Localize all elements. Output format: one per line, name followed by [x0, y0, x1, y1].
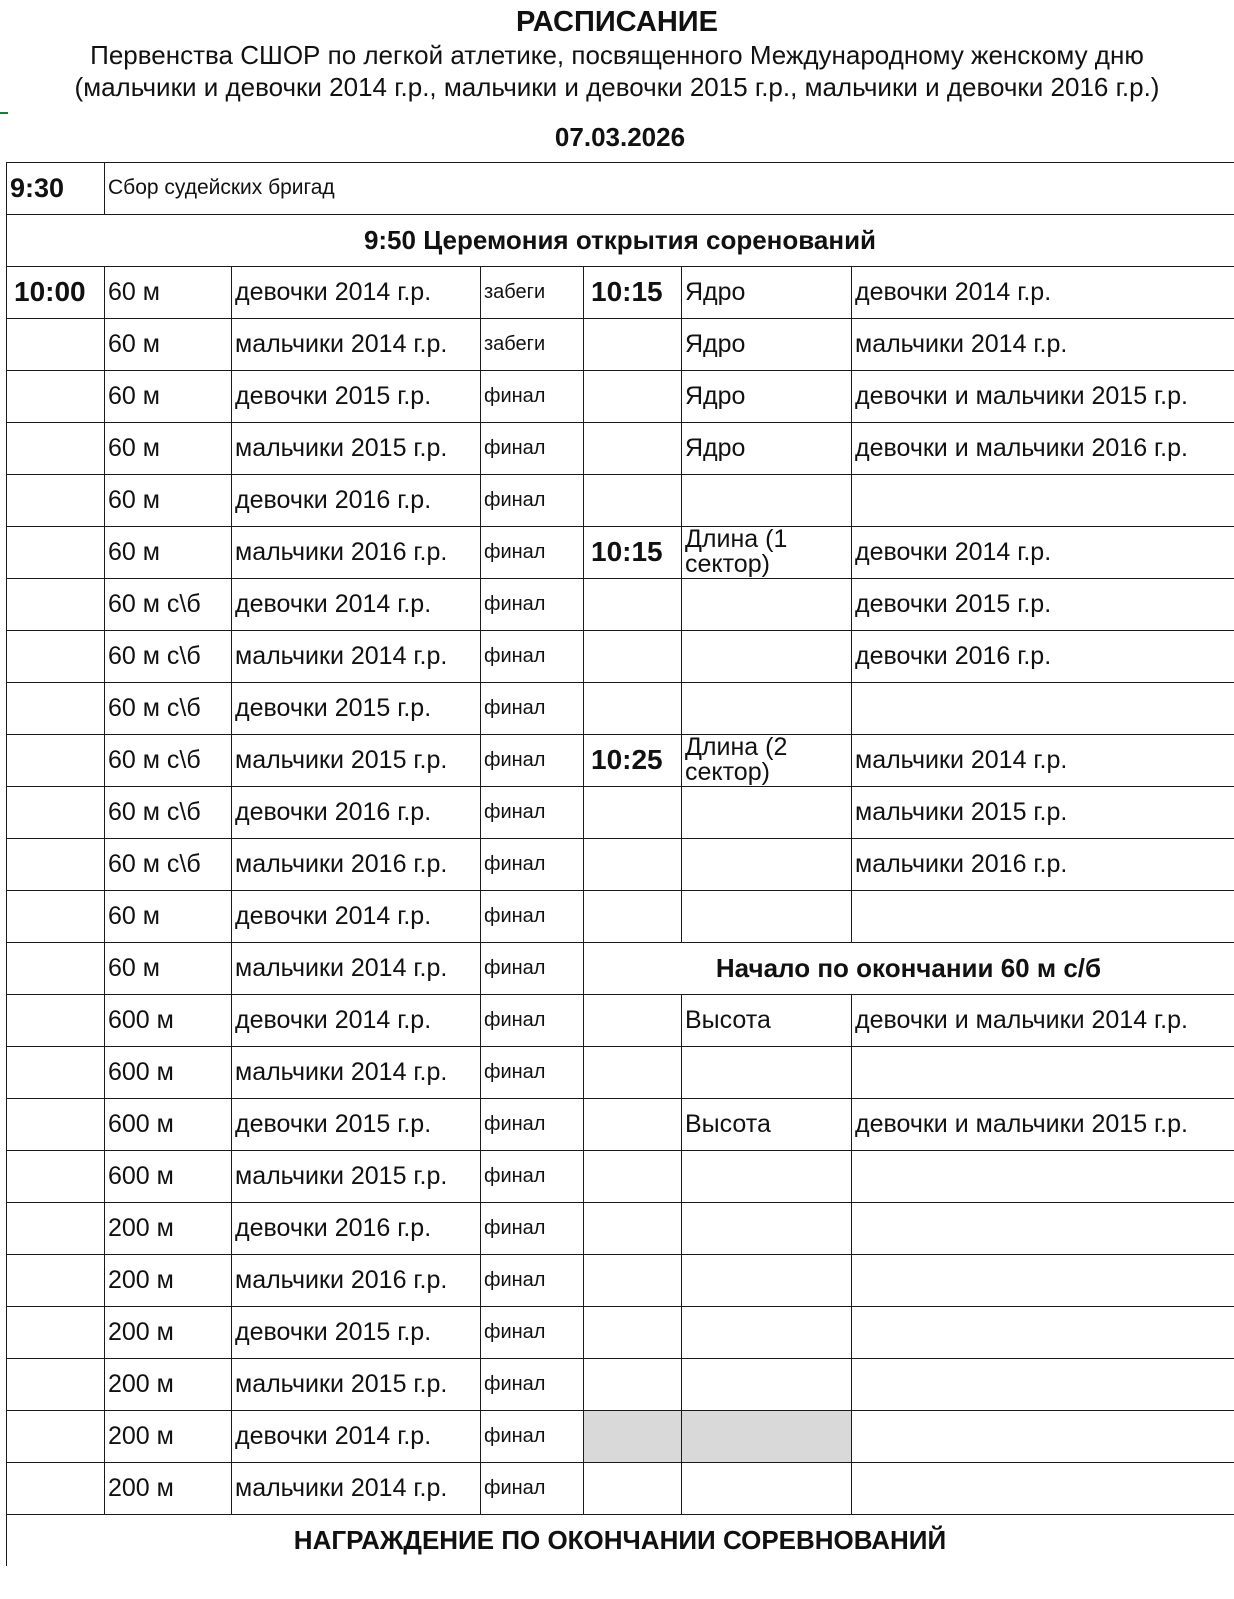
- grid-line: [104, 994, 105, 1046]
- track-stage: финал: [484, 540, 546, 563]
- field-event: Ядро: [685, 433, 746, 462]
- grid-line: [231, 1150, 232, 1202]
- grid-line: [231, 1462, 232, 1514]
- field-group: девочки 2015 г.р.: [855, 589, 1052, 618]
- grid-line: [583, 318, 584, 370]
- grid-line: [231, 526, 232, 578]
- grid-line: [104, 1410, 105, 1462]
- grid-line: [6, 526, 7, 578]
- field-group: девочки и мальчики 2014 г.р.: [855, 1005, 1188, 1034]
- track-distance: 600 м: [108, 1109, 174, 1138]
- grid-line: [480, 942, 481, 994]
- track-group: мальчики 2014 г.р.: [235, 329, 448, 358]
- field-time: 10:15: [591, 276, 663, 308]
- track-group: мальчики 2014 г.р.: [235, 1473, 448, 1502]
- track-distance: 200 м: [108, 1473, 174, 1502]
- grid-line: [231, 1046, 232, 1098]
- track-stage: финал: [484, 1060, 546, 1083]
- grid-line: [480, 786, 481, 838]
- grid-line: [231, 422, 232, 474]
- page-title: РАСПИСАНИЕ: [516, 6, 718, 38]
- track-group: мальчики 2014 г.р.: [235, 953, 448, 982]
- grid-line: [104, 1098, 105, 1150]
- grid-line: [6, 266, 7, 318]
- grid-line: [681, 1254, 682, 1306]
- track-stage: финал: [484, 1216, 546, 1239]
- grid-line: [583, 630, 584, 682]
- grid-line: [681, 1202, 682, 1254]
- field-event: Высота: [685, 1109, 771, 1138]
- track-stage: финал: [484, 644, 546, 667]
- grid-line: [851, 1462, 852, 1514]
- track-group: девочки 2014 г.р.: [235, 277, 432, 306]
- grid-line: [851, 1254, 852, 1306]
- grid-line: [104, 838, 105, 890]
- grid-line: [851, 994, 852, 1046]
- grid-line: [6, 942, 7, 994]
- field-event: Длина (1 сектор): [685, 525, 788, 578]
- grid-line: [851, 890, 852, 942]
- grid-line: [104, 370, 105, 422]
- grid-line: [231, 838, 232, 890]
- grid-line: [583, 1098, 584, 1150]
- grid-line: [6, 890, 7, 942]
- track-group: мальчики 2014 г.р.: [235, 1057, 448, 1086]
- grid-line: [851, 1306, 852, 1358]
- track-stage: забеги: [484, 332, 546, 355]
- grid-line: [583, 1306, 584, 1358]
- track-group: мальчики 2015 г.р.: [235, 1369, 448, 1398]
- grid-line: [480, 994, 481, 1046]
- grid-line: [104, 1150, 105, 1202]
- grid-line: [583, 1202, 584, 1254]
- grid-line: [583, 1046, 584, 1098]
- grid-line: [231, 474, 232, 526]
- field-group: мальчики 2015 г.р.: [855, 797, 1068, 826]
- grid-line: [851, 370, 852, 422]
- grid-line: [681, 838, 682, 890]
- grid-line: [681, 578, 682, 630]
- opening-ceremony: 9:50 Церемония открытия соренований: [363, 224, 877, 255]
- track-stage: финал: [484, 1268, 546, 1291]
- grid-line: [583, 890, 584, 942]
- track-stage: финал: [484, 592, 546, 615]
- grid-line: [681, 1410, 682, 1462]
- track-stage: финал: [484, 1372, 546, 1395]
- field-note: Начало по окончании 60 м с/б: [715, 952, 1102, 983]
- grid-line: [231, 1098, 232, 1150]
- field-group: девочки 2014 г.р.: [855, 537, 1052, 566]
- grid-line: [104, 1462, 105, 1514]
- grid-line: [104, 630, 105, 682]
- grid-line: [681, 734, 682, 786]
- grid-line: [851, 1358, 852, 1410]
- track-group: девочки 2015 г.р.: [235, 1109, 432, 1138]
- page-subtitle-line2: (мальчики и девочки 2014 г.р., мальчики и девочки 2015 г.р., мальчики и девочки 2016 г.р.): [74, 72, 1160, 102]
- grid-line: [6, 1306, 7, 1358]
- schedule-date: 07.03.2026: [554, 121, 686, 152]
- grid-line: [851, 1150, 852, 1202]
- grid-line: [6, 786, 7, 838]
- field-group: девочки и мальчики 2015 г.р.: [855, 1109, 1188, 1138]
- grid-line: [6, 1410, 7, 1462]
- field-group: девочки и мальчики 2016 г.р.: [855, 433, 1188, 462]
- grid-line: [681, 1150, 682, 1202]
- track-stage: финал: [484, 696, 546, 719]
- grid-line: [104, 786, 105, 838]
- grid-line: [851, 526, 852, 578]
- track-distance: 600 м: [108, 1057, 174, 1086]
- grid-line: [231, 1358, 232, 1410]
- grid-line: [480, 1358, 481, 1410]
- track-distance: 60 м: [108, 277, 160, 306]
- grid-line: [851, 1098, 852, 1150]
- grid-line: [480, 1046, 481, 1098]
- track-stage: финал: [484, 1424, 546, 1447]
- field-event: Ядро: [685, 329, 746, 358]
- grid-line: [480, 838, 481, 890]
- grid-line: [480, 370, 481, 422]
- track-stage: забеги: [484, 280, 546, 303]
- grid-line: [104, 1254, 105, 1306]
- grid-line: [231, 682, 232, 734]
- grid-line: [851, 838, 852, 890]
- field-group: мальчики 2016 г.р.: [855, 849, 1068, 878]
- grid-line: [681, 318, 682, 370]
- grid-line: [231, 890, 232, 942]
- grid-line: [231, 578, 232, 630]
- grid-line: [583, 994, 584, 1046]
- shaded-cell: [682, 1411, 851, 1462]
- grid-line: [480, 1098, 481, 1150]
- grid-line: [851, 630, 852, 682]
- grid-line: [6, 162, 7, 214]
- grid-line: [6, 734, 7, 786]
- track-distance: 200 м: [108, 1421, 174, 1450]
- grid-line: [681, 1098, 682, 1150]
- grid-line: [851, 734, 852, 786]
- shaded-cell: [584, 1411, 681, 1462]
- track-stage: финал: [484, 800, 546, 823]
- grid-line: [104, 318, 105, 370]
- judges-time: 9:30: [10, 172, 65, 203]
- grid-line: [851, 578, 852, 630]
- grid-line: [231, 942, 232, 994]
- grid-line: [851, 682, 852, 734]
- grid-line: [851, 474, 852, 526]
- track-group: девочки 2014 г.р.: [235, 1005, 432, 1034]
- track-stage: финал: [484, 1164, 546, 1187]
- track-group: мальчики 2014 г.р.: [235, 641, 448, 670]
- grid-line: [104, 474, 105, 526]
- track-group: девочки 2015 г.р.: [235, 693, 432, 722]
- track-group: мальчики 2015 г.р.: [235, 745, 448, 774]
- track-distance: 60 м: [108, 901, 160, 930]
- grid-line: [104, 578, 105, 630]
- grid-line: [6, 1098, 7, 1150]
- track-stage: финал: [484, 1112, 546, 1135]
- grid-line: [681, 370, 682, 422]
- grid-line: [851, 422, 852, 474]
- track-stage: финал: [484, 1008, 546, 1031]
- grid-line: [851, 786, 852, 838]
- grid-line: [681, 890, 682, 942]
- judges-text: Сбор судейских бригад: [108, 175, 335, 199]
- track-group: мальчики 2016 г.р.: [235, 1265, 448, 1294]
- track-distance: 60 м с\б: [108, 641, 201, 670]
- track-stage: финал: [484, 1476, 546, 1499]
- field-group: мальчики 2014 г.р.: [855, 329, 1068, 358]
- grid-line: [104, 890, 105, 942]
- track-group: девочки 2014 г.р.: [235, 1421, 432, 1450]
- grid-line: [583, 1462, 584, 1514]
- grid-line: [480, 630, 481, 682]
- grid-line: [480, 1202, 481, 1254]
- grid-line: [6, 1202, 7, 1254]
- grid-line: [6, 1046, 7, 1098]
- track-distance: 600 м: [108, 1161, 174, 1190]
- track-distance: 200 м: [108, 1265, 174, 1294]
- track-distance: 60 м: [108, 381, 160, 410]
- grid-line: [231, 994, 232, 1046]
- field-event: Длина (2 сектор): [685, 733, 788, 786]
- grid-line: [104, 1306, 105, 1358]
- grid-line: [480, 526, 481, 578]
- grid-line: [681, 1358, 682, 1410]
- track-distance: 200 м: [108, 1213, 174, 1242]
- track-distance: 60 м с\б: [108, 797, 201, 826]
- grid-line: [6, 578, 7, 630]
- field-group: девочки и мальчики 2015 г.р.: [855, 381, 1188, 410]
- grid-line: [851, 266, 852, 318]
- grid-line: [681, 1046, 682, 1098]
- grid-line: [480, 890, 481, 942]
- grid-line: [480, 474, 481, 526]
- track-stage: финал: [484, 488, 546, 511]
- grid-line: [104, 682, 105, 734]
- grid-line: [480, 1254, 481, 1306]
- track-group: девочки 2014 г.р.: [235, 901, 432, 930]
- track-stage: финал: [484, 852, 546, 875]
- field-event: Высота: [685, 1005, 771, 1034]
- track-stage: финал: [484, 904, 546, 927]
- field-time: 10:25: [591, 744, 663, 776]
- track-distance: 60 м: [108, 485, 160, 514]
- grid-line: [583, 1358, 584, 1410]
- track-group: мальчики 2015 г.р.: [235, 433, 448, 462]
- grid-line: [480, 266, 481, 318]
- track-group: девочки 2015 г.р.: [235, 1317, 432, 1346]
- grid-line: [231, 318, 232, 370]
- grid-line: [231, 266, 232, 318]
- track-group: мальчики 2016 г.р.: [235, 537, 448, 566]
- track-distance: 60 м: [108, 953, 160, 982]
- grid-line: [583, 578, 584, 630]
- track-distance: 60 м: [108, 537, 160, 566]
- grid-line: [583, 1150, 584, 1202]
- track-group: мальчики 2016 г.р.: [235, 849, 448, 878]
- grid-line: [480, 734, 481, 786]
- grid-line: [583, 370, 584, 422]
- track-stage: финал: [484, 384, 546, 407]
- grid-line: [681, 630, 682, 682]
- track-distance: 200 м: [108, 1317, 174, 1346]
- track-stage: финал: [484, 436, 546, 459]
- grid-line: [104, 734, 105, 786]
- grid-line: [231, 1254, 232, 1306]
- grid-line: [583, 266, 584, 318]
- track-distance: 600 м: [108, 1005, 174, 1034]
- grid-line: [583, 838, 584, 890]
- grid-line: [851, 1202, 852, 1254]
- grid-line: [6, 682, 7, 734]
- grid-line: [231, 370, 232, 422]
- grid-line: [583, 1254, 584, 1306]
- grid-line: [6, 630, 7, 682]
- field-event: Ядро: [685, 381, 746, 410]
- grid-line: [6, 838, 7, 890]
- grid-line: [681, 422, 682, 474]
- grid-line: [104, 526, 105, 578]
- field-group: девочки 2014 г.р.: [855, 277, 1052, 306]
- grid-line: [231, 1306, 232, 1358]
- grid-line: [583, 734, 584, 786]
- grid-line: [681, 1462, 682, 1514]
- grid-line: [681, 526, 682, 578]
- grid-line: [583, 1410, 584, 1462]
- grid-line: [480, 1150, 481, 1202]
- awards-note: НАГРАЖДЕНИЕ ПО ОКОНЧАНИИ СОРЕВНОВАНИЙ: [293, 1524, 947, 1555]
- grid-line: [6, 994, 7, 1046]
- grid-line: [104, 422, 105, 474]
- grid-line: [6, 370, 7, 422]
- field-time: 10:15: [591, 536, 663, 568]
- grid-line: [6, 1150, 7, 1202]
- grid-line: [6, 422, 7, 474]
- track-distance: 200 м: [108, 1369, 174, 1398]
- grid-line: [231, 1410, 232, 1462]
- field-group: девочки 2016 г.р.: [855, 641, 1052, 670]
- grid-line: [104, 1358, 105, 1410]
- field-group: мальчики 2014 г.р.: [855, 745, 1068, 774]
- track-group: девочки 2016 г.р.: [235, 797, 432, 826]
- grid-line: [6, 1254, 7, 1306]
- grid-line: [681, 682, 682, 734]
- grid-line: [681, 266, 682, 318]
- grid-line: [583, 474, 584, 526]
- grid-line: [681, 786, 682, 838]
- track-distance: 60 м с\б: [108, 693, 201, 722]
- grid-line: [6, 318, 7, 370]
- grid-line: [851, 1046, 852, 1098]
- grid-line: [583, 786, 584, 838]
- grid-line: [6, 474, 7, 526]
- grid-line: [480, 1462, 481, 1514]
- grid-line: [851, 1410, 852, 1462]
- track-distance: 60 м с\б: [108, 589, 201, 618]
- grid-line: [104, 942, 105, 994]
- grid-line: [480, 1410, 481, 1462]
- grid-line: [583, 942, 584, 994]
- track-group: девочки 2016 г.р.: [235, 485, 432, 514]
- grid-line: [681, 994, 682, 1046]
- track-group: девочки 2016 г.р.: [235, 1213, 432, 1242]
- grid-line: [6, 1358, 7, 1410]
- track-stage: финал: [484, 748, 546, 771]
- grid-line: [6, 1462, 7, 1514]
- track-group: девочки 2015 г.р.: [235, 381, 432, 410]
- track-start-time: 10:00: [14, 276, 86, 308]
- grid-line: [231, 1202, 232, 1254]
- grid-line: [681, 1306, 682, 1358]
- grid-line: [231, 630, 232, 682]
- grid-line: [851, 318, 852, 370]
- grid-line: [231, 786, 232, 838]
- track-distance: 60 м: [108, 329, 160, 358]
- grid-line: [480, 578, 481, 630]
- grid-line: [681, 474, 682, 526]
- grid-line: [583, 422, 584, 474]
- field-event: Ядро: [685, 277, 746, 306]
- grid-line: [104, 162, 105, 214]
- schedule-table: [6, 112, 1234, 1599]
- grid-line: [104, 1202, 105, 1254]
- grid-line: [480, 1306, 481, 1358]
- grid-line: [231, 734, 232, 786]
- grid-line: [480, 318, 481, 370]
- grid-line: [104, 1046, 105, 1098]
- track-stage: финал: [484, 1320, 546, 1343]
- track-distance: 60 м: [108, 433, 160, 462]
- track-distance: 60 м с\б: [108, 849, 201, 878]
- grid-line: [583, 526, 584, 578]
- grid-line: [480, 682, 481, 734]
- track-stage: финал: [484, 956, 546, 979]
- track-group: мальчики 2015 г.р.: [235, 1161, 448, 1190]
- track-distance: 60 м с\б: [108, 745, 201, 774]
- grid-line: [583, 682, 584, 734]
- page-subtitle-line1: Первенства СШОР по легкой атлетике, посвященного Международному женскому дню: [90, 40, 1144, 70]
- grid-line: [480, 422, 481, 474]
- grid-line: [104, 266, 105, 318]
- track-group: девочки 2014 г.р.: [235, 589, 432, 618]
